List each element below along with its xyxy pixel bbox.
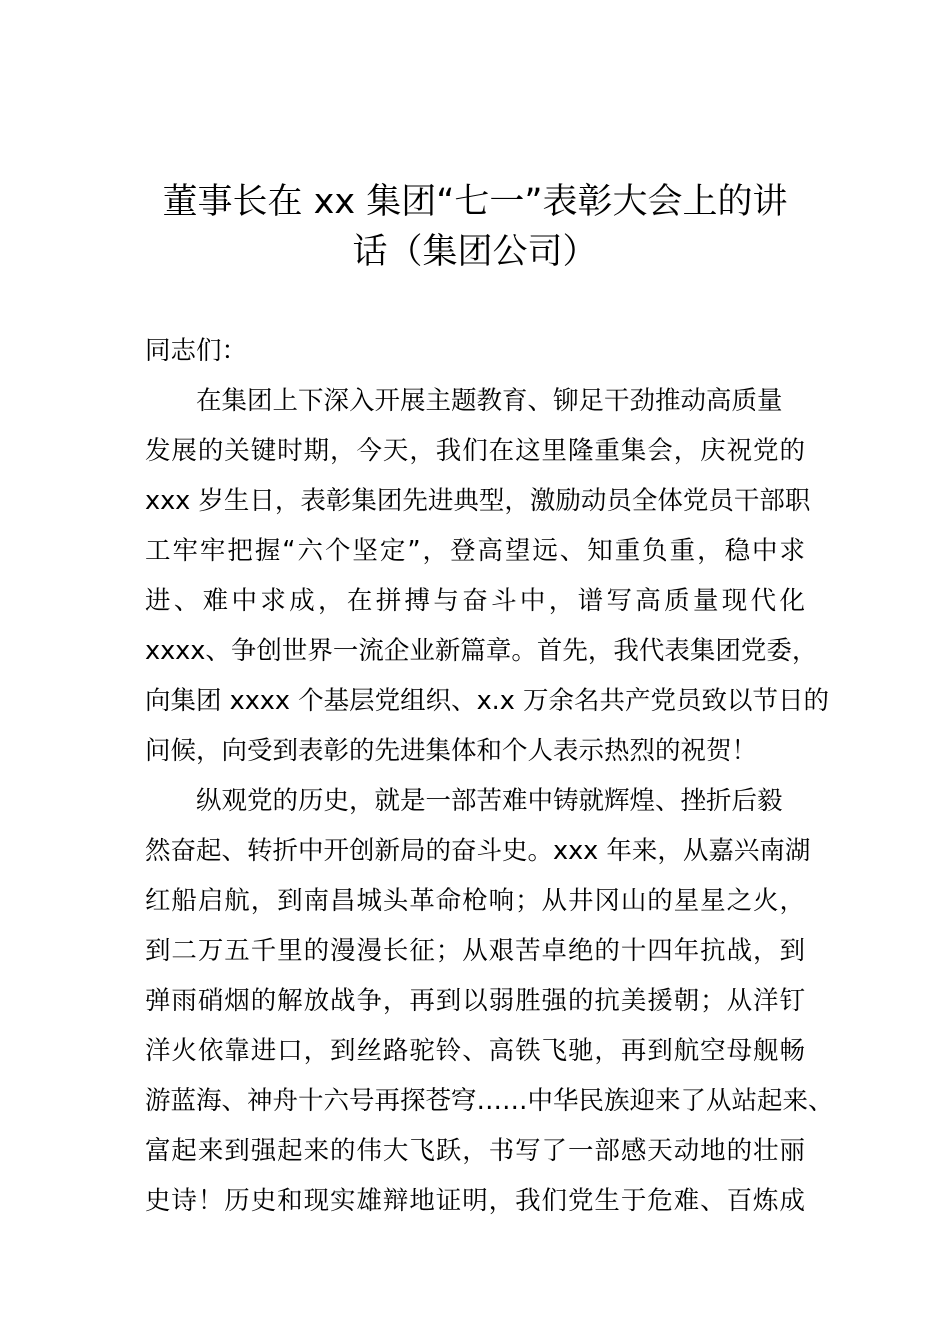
body-line-17: 史诗！历史和现实雄辩地证明，我们党生于危难、百炼成	[145, 1186, 805, 1216]
body-line-10: 然奋起、转折中开创新局的奋斗史。xxx 年来，从嘉兴南湖	[145, 836, 811, 866]
body-line-12: 到二万五千里的漫漫长征；从艰苦卓绝的十四年抗战，到	[145, 936, 805, 966]
body-line-8: 问候，向受到表彰的先进集体和个人表示热烈的祝贺！	[145, 736, 758, 766]
body-line-2: 发展的关键时期，今天，我们在这里隆重集会，庆祝党的	[145, 436, 805, 466]
body-line-7: 向集团 xxxx 个基层党组织、x.x 万余名共产党员致以节日的	[145, 686, 829, 716]
body-line-13: 弹雨硝烟的解放战争，再到以弱胜强的抗美援朝；从洋钉	[145, 986, 805, 1016]
body-line-11: 红船启航，到南昌城头革命枪响；从井冈山的星星之火，	[145, 886, 805, 916]
greeting: 同志们：	[145, 336, 248, 366]
body-line-15: 游蓝海、神舟十六号再探苍穹……中华民族迎来了从站起来、	[145, 1086, 834, 1116]
document-title-line-2: 话（集团公司）	[352, 232, 598, 272]
body-line-14: 洋火依靠进口，到丝路驼铃、高铁飞驰，再到航空母舰畅	[145, 1036, 805, 1066]
body-line-1: 在集团上下深入开展主题教育、铆足干劲推动高质量	[145, 386, 783, 416]
body-line-3: xxx 岁生日，表彰集团先进典型，激励动员全体党员干部职	[145, 486, 811, 516]
body-line-6: xxxx、争创世界一流企业新篇章。首先，我代表集团党委，	[145, 636, 818, 666]
body-line-16: 富起来到强起来的伟大飞跃，书写了一部感天动地的壮丽	[145, 1136, 805, 1166]
body-line-9: 纵观党的历史，就是一部苦难中铸就辉煌、挫折后毅	[145, 786, 783, 816]
body-line-4: 工牢牢把握“六个坚定”，登高望远、知重负重，稳中求	[145, 536, 805, 566]
document-title-line-1: 董事长在 xx 集团“七一”表彰大会上的讲	[162, 182, 788, 222]
body-line-5: 进、难中求成，在拼搏与奋斗中，谱写高质量现代化	[145, 586, 805, 616]
